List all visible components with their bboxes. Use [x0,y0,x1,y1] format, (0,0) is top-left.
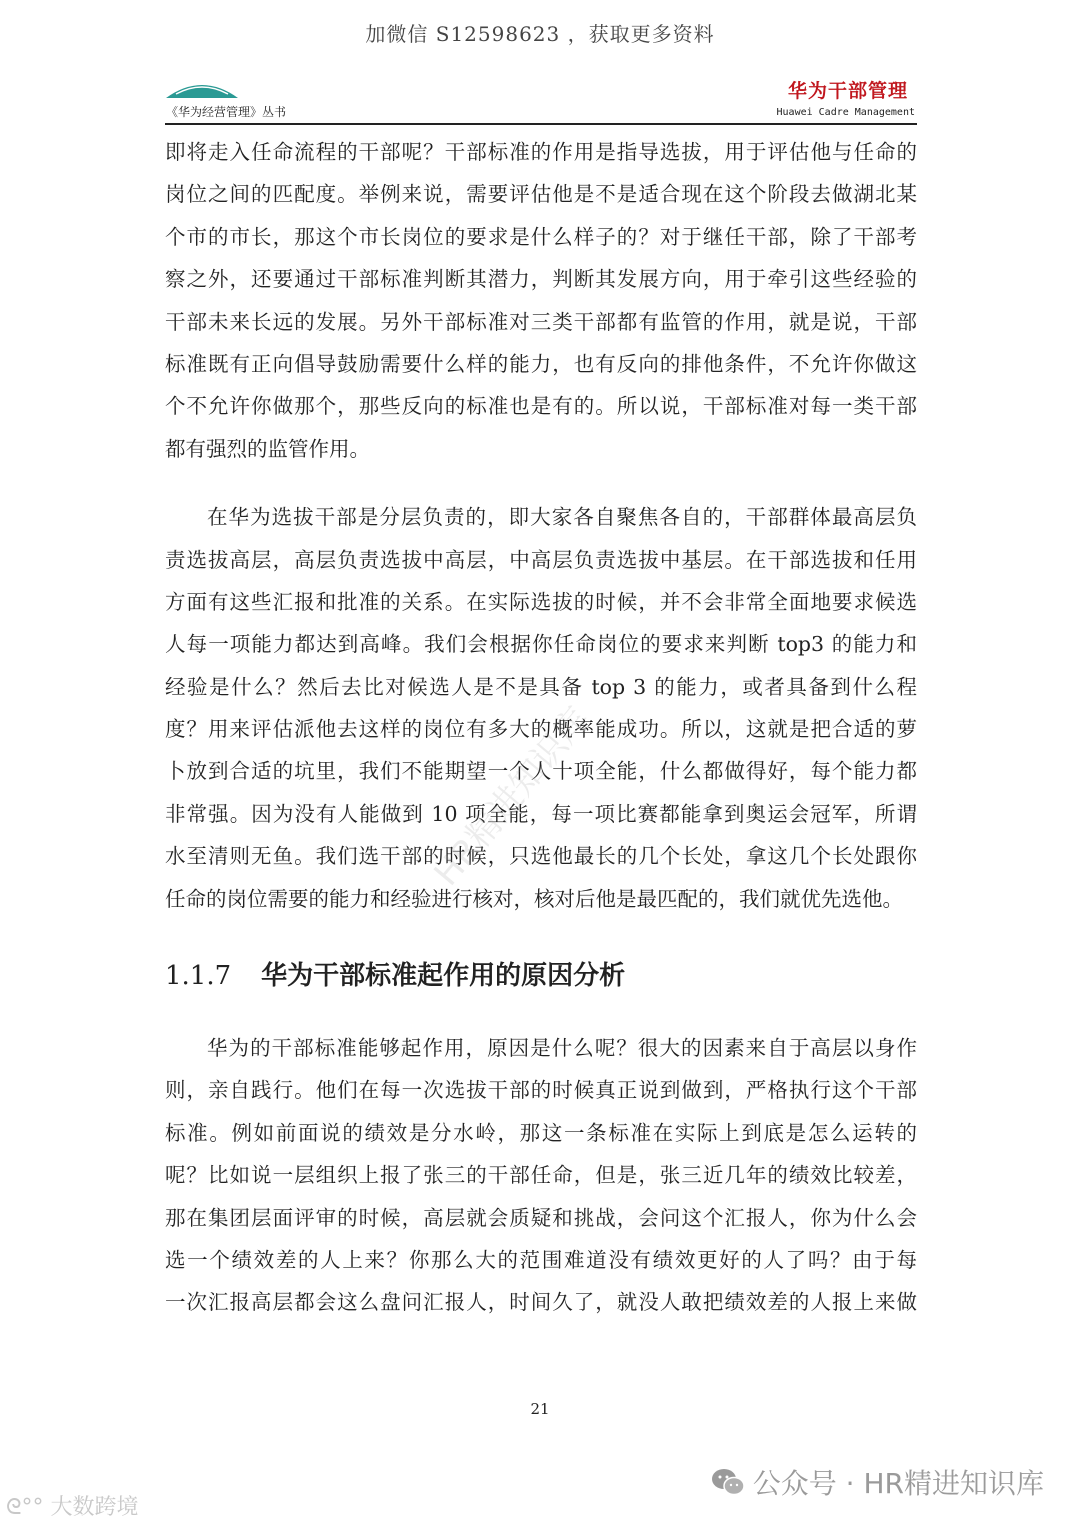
text-line: 方面有这些汇报和批准的关系。在实际选拔的时候，并不会非常全面地要求候选 [165,589,917,614]
text-line: 度？用来评估派他去这样的岗位有多大的概率能成功。所以，这就是把合适的萝 [165,717,917,742]
text-line: 都有强烈的监管作用。 [165,436,370,461]
wechat-icon [711,1467,745,1497]
text-line: 人每一项能力都达到高峰。我们会根据你任命岗位的要求来判断 top3 的能力和 [165,632,917,657]
wechat-account-label: 公众号 · HR精进知识库 [752,1467,1044,1500]
text-line: 水至清则无鱼。我们选干部的时候，只选他最长的几个长处，拿这几个长处跟你 [165,844,917,869]
brand-subtitle: Huawei Cadre Management [776,107,915,118]
section-heading [165,955,625,992]
corner-logo-icon: ᘓ°° [6,1495,44,1520]
text-line: 选一个绩效差的人上来？你那么大的范围难道没有绩效更好的人了吗？由于每 [165,1247,917,1272]
top-note: 加微信 S12598623 ，获取更多资料 [365,22,715,46]
watermark: HR精进知识库 [426,699,599,894]
paragraph [165,131,917,470]
text-line: 即将走入任命流程的干部呢？干部标准的作用是指导选拔，用于评估他与任命的 [165,140,917,164]
text-line: 呢？比如说一层组织上报了张三的干部任命，但是，张三近几年的绩效比较差， [165,1163,917,1188]
text-line: 非常强。因为没有人能做到 10 项全能，每一项比赛都能拿到奥运会冠军，所谓 [165,801,917,826]
header-rule [165,123,917,125]
section-title: 华为干部标准起作用的原因分析 [261,961,626,991]
text-line: 那在集团层面评审的时候，高层就会质疑和挑战，会问这个汇报人，你为什么会 [165,1205,917,1230]
series-logo-icon [166,78,238,100]
text-line: 经验是什么？然后去比对候选人是不是具备 top 3 的能力，或者具备到什么程 [165,674,917,699]
page-number: 21 [530,1400,550,1418]
paragraph [165,1027,917,1324]
brand-title: 华为干部管理 [787,80,908,102]
text-line: 在华为选拔干部是分层负责的，即大家各自聚焦各自的，干部群体最高层负 [207,505,917,530]
text-line: 华为的干部标准能够起作用，原因是什么呢？很大的因素来自于高层以身作 [207,1036,917,1060]
text-line: 标准。例如前面说的绩效是分水岭，那这一条标准在实际上到底是怎么运转的 [165,1120,917,1145]
section-number: 1.1.7 [165,961,232,991]
corner-watermark-text: 大数跨境 [50,1495,139,1520]
text-line: 标准既有正向倡导鼓励需要什么样的能力，也有反向的排他条件，不允许你做这 [165,351,917,376]
text-line: 任命的岗位需要的能力和经验进行核对，核对后他是最匹配的，我们就优先选他。 [165,886,903,911]
text-line: 个市的市长，那这个市长岗位的要求是什么样子的？对于继任干部，除了干部考 [165,224,917,249]
text-line: 一次汇报高层都会这么盘问汇报人，时间久了，就没人敢把绩效差的人报上来做 [165,1290,917,1315]
body-block-1 [165,131,917,920]
text-line: 卜放到合适的坑里，我们不能期望一个人十项全能，什么都做得好，每个能力都 [165,759,917,784]
paragraph [165,496,917,920]
text-line: 察之外，还要通过干部标准判断其潜力，判断其发展方向，用于牵引这些经验的 [165,267,917,292]
text-line: 干部未来长远的发展。另外干部标准对三类干部都有监管的作用，就是说，干部 [165,309,917,334]
text-line: 责选拔高层，高层负责选拔中高层，中高层负责选拔中基层。在干部选拔和任用 [165,547,917,572]
text-line: 个不允许你做那个，那些反向的标准也是有的。所以说，干部标准对每一类干部 [165,394,917,419]
body-block-2 [165,1027,917,1324]
text-line: 则，亲自践行。他们在每一次选拔干部的时候真正说到做到，严格执行这个干部 [165,1078,917,1103]
wechat-footer [711,1462,1044,1502]
corner-watermark [6,1490,139,1521]
text-line: 岗位之间的匹配度。举例来说，需要评估他是不是适合现在这个阶段去做湖北某 [165,182,917,207]
series-title: 《华为经营管理》丛书 [166,105,287,119]
